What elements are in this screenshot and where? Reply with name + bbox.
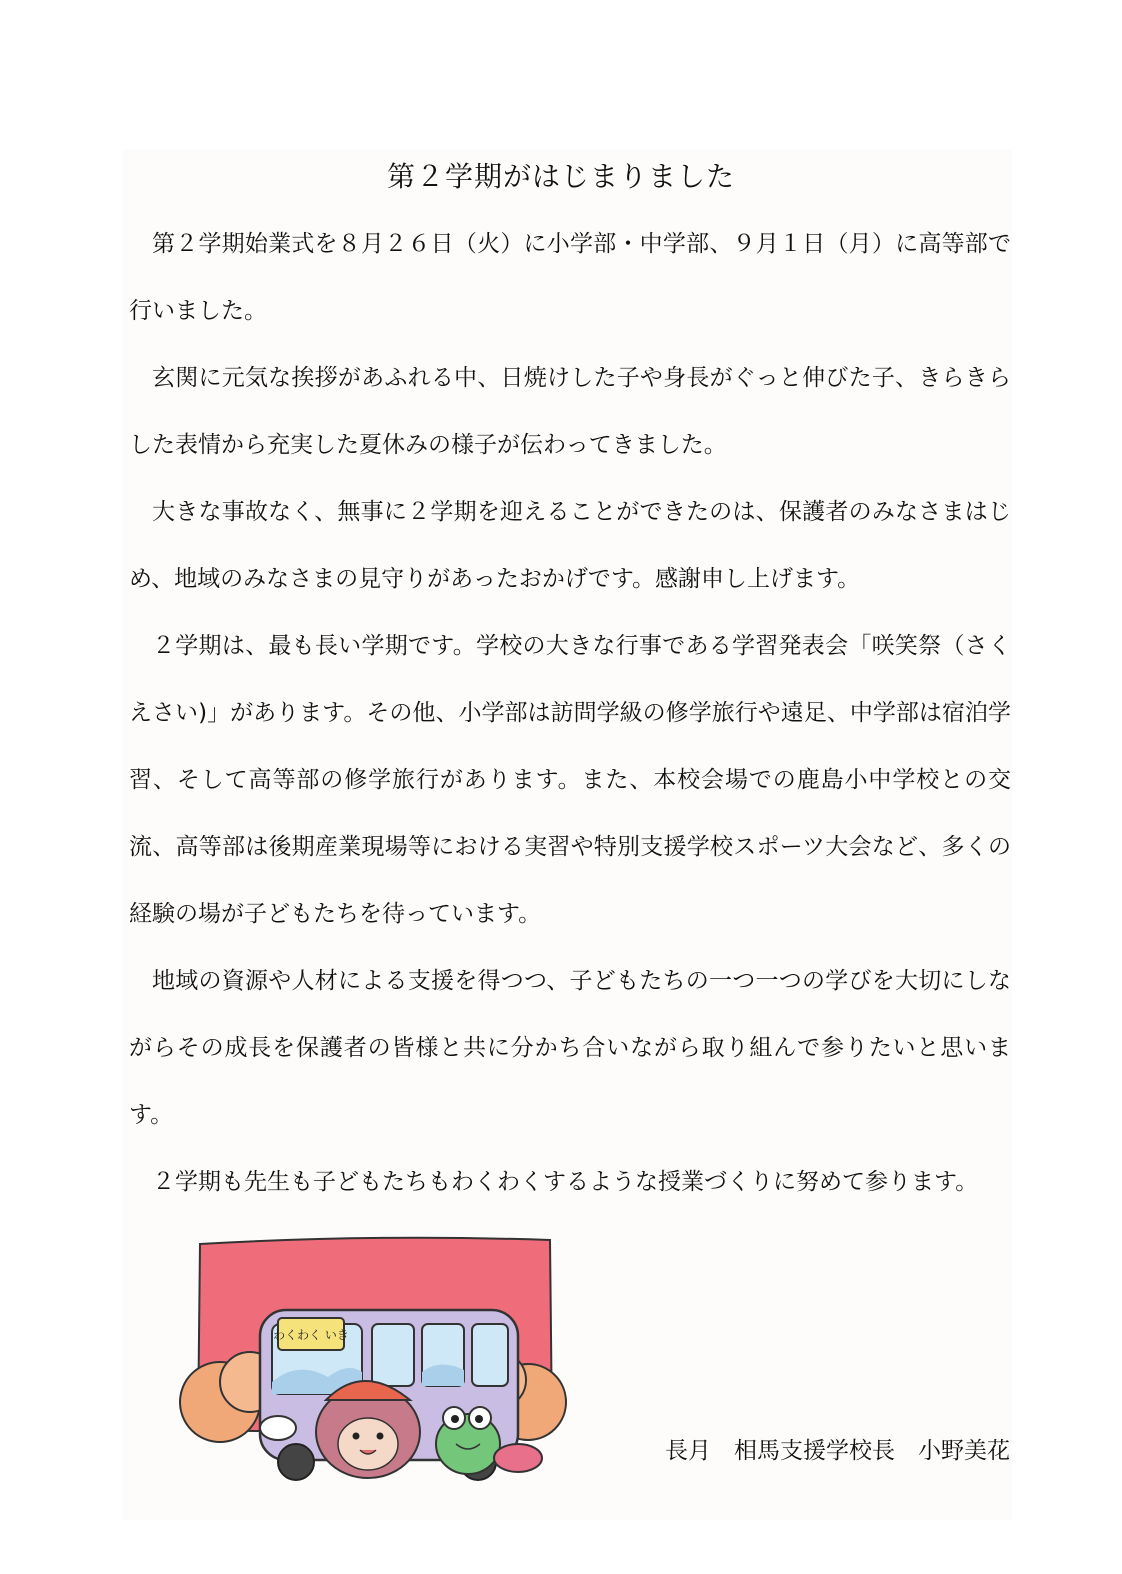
signature: 長月 相馬支援学校長 小野美花 [665,1438,1010,1464]
page-title: 第２学期がはじまりました [386,160,735,193]
paragraph-events: ２学期は、最も長い学期です。学校の大きな行事である学習発表会「咲笑祭（さくえさい)」があります。その他、小学部は訪問学級の修学旅行や遠足、中学部は宿泊学習、そして高等部の修学旅行があります。また、本校会場での鹿島小中学校との交流、高等部は後期産業現場等における実習や特別支援学校スポーツ大会など、多くの経験の場が子どもたちを待っています。 [129,633,1011,927]
paragraph-closing: ２学期も先生も子どもたちもわくわくするような授業づくりに努めて参ります。 [152,1169,979,1195]
bus-illustration [178,1232,568,1482]
bus-sign-text: わくわく いき [273,1328,349,1342]
paragraph-thanks: 大きな事故なく、無事に２学期を迎えることができたのは、保護者のみなさまはじめ、地域のみなさまの見守りがあったおかげです。感謝申し上げます。 [129,499,1011,592]
body-text [129,211,1011,1216]
frog-character-icon [436,1407,500,1474]
paragraph-greetings: 玄関に元気な挨拶があふれる中、日焼けした子や身長がぐっと伸びた子、きらきらした表情から充実した夏休みの様子が伝わってきました。 [129,365,1011,458]
hedgehog-character-icon [316,1381,420,1478]
bus-sign [273,1318,349,1350]
paragraph-community: 地域の資源や人材による支援を得つつ、子どもたちの一つ一つの学びを大切にしながらその成長を保護者の皆様と共に分かち合いながら取り組んで参りたいと思います。 [129,968,1011,1128]
paragraph-opening-ceremony: 第２学期始業式を８月２６日（火）に小学部・中学部、９月１日（月）に高等部で行いました。 [129,231,1011,324]
